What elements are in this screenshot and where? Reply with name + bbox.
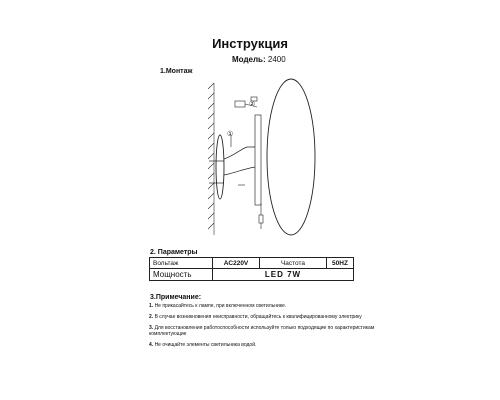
note-text: Не очищайте элементы светильника водой. [154,342,257,348]
wire [224,167,255,175]
wall-hatching [208,83,214,235]
lamp-body [255,115,261,205]
table-row [150,258,354,269]
param-label: Мощность [150,269,213,281]
list-item [149,325,379,339]
model-value: 2400 [267,55,286,64]
note-text: Не прикасайтесь к лампе, при включенном светильнике. [154,303,287,309]
param-label: Частота [260,258,327,269]
mounting-diagram [195,75,325,245]
list-item [149,342,379,349]
section-notes-heading: 3.Примечание: [150,294,202,301]
table-row [150,269,354,281]
param-value: 50HZ [327,258,354,269]
note-number: 3. [149,324,154,331]
callout-1: ① [227,130,234,138]
section-mounting-heading: 1.Монтаж [160,68,193,75]
note-text: В случае возникновения неисправности, обращайтесь к квалифицированному электрику [154,313,362,320]
notes-list [149,303,379,353]
note-text: Для восстановления работоспособности используйте только подходящие по характеристикам комплектующие [149,324,375,338]
param-label: Вольтаж [150,258,213,269]
section-params-heading: 2. Параметры [150,249,198,256]
screwdriver-icon [259,203,263,229]
note-number: 2. [149,313,154,320]
lamp-disc [267,79,315,235]
list-item [149,303,379,310]
mounting-plate [216,135,224,199]
param-value: LED 7W [213,269,354,281]
list-item [149,314,379,321]
callout-2: ② [249,100,256,108]
note-number: 1. [149,303,154,309]
wire [224,147,255,159]
param-value: AC220V [213,258,260,269]
params-table [149,257,354,281]
model-line [232,55,286,64]
model-label: Модель: [232,55,266,64]
note-number: 4. [149,342,154,348]
document-title: Инструкция [212,36,288,51]
